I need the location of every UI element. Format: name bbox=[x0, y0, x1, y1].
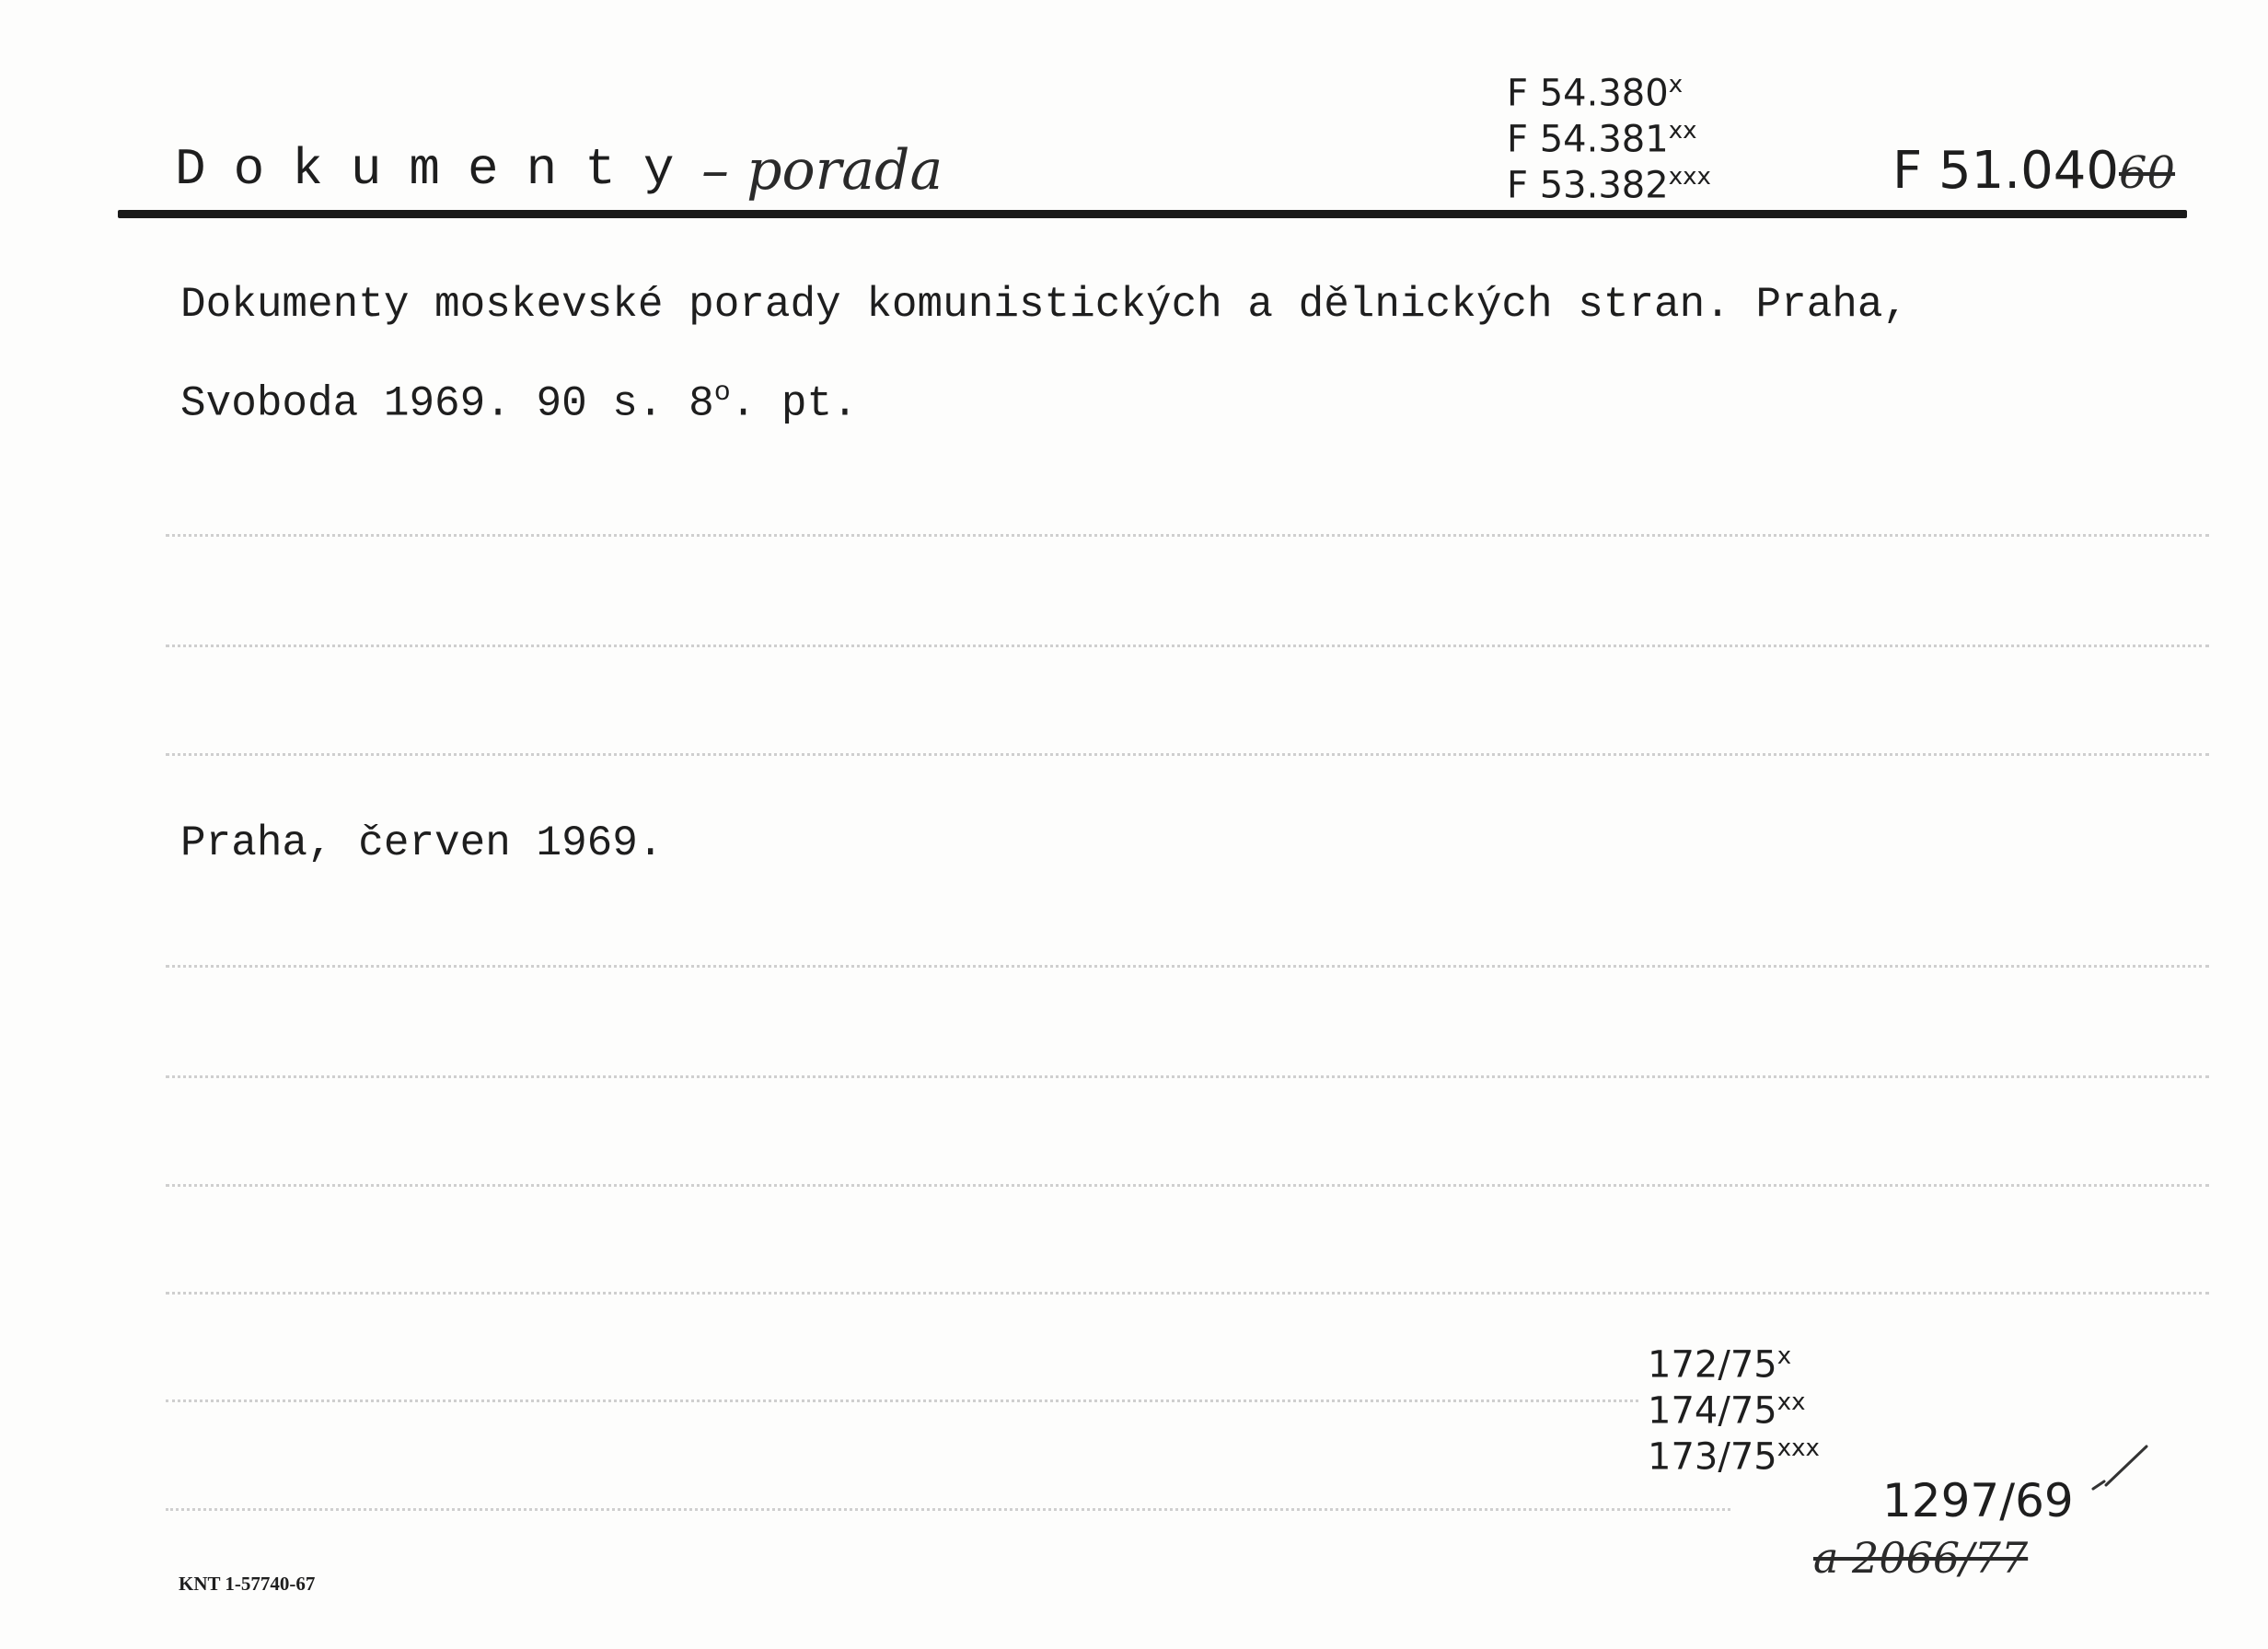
dotted-line bbox=[166, 645, 2209, 647]
dotted-line bbox=[166, 1508, 1730, 1511]
shelf-number-struck: 60 bbox=[2118, 147, 2176, 199]
shelf-number bbox=[1892, 141, 2175, 201]
accession-3 bbox=[1648, 1425, 1820, 1480]
accession-1-mark: x bbox=[1776, 1342, 1792, 1370]
signature-2-text: F 54.381 bbox=[1507, 118, 1669, 161]
dotted-line bbox=[166, 1399, 1638, 1402]
accession-3-text: 173/75 bbox=[1648, 1435, 1777, 1479]
dotted-line bbox=[166, 1075, 2209, 1078]
accession-1-text: 172/75 bbox=[1648, 1343, 1777, 1387]
signature-3-text: F 53.382 bbox=[1507, 164, 1669, 207]
check-mark-icon bbox=[2089, 1441, 2154, 1496]
accession-struck: a 2066/77 bbox=[1813, 1533, 2029, 1583]
dotted-line bbox=[166, 1184, 2209, 1187]
signature-2-mark: xx bbox=[1668, 117, 1697, 145]
accession-main: 1297/69 bbox=[1882, 1474, 2074, 1527]
card-heading: Dokumenty bbox=[175, 140, 702, 199]
accession-2-text: 174/75 bbox=[1648, 1389, 1777, 1433]
signature-1-mark: x bbox=[1668, 71, 1684, 99]
signature-1 bbox=[1507, 63, 1683, 115]
entry-line-2-sup: o bbox=[713, 377, 731, 409]
card-footer: KNT 1-57740-67 bbox=[179, 1573, 316, 1595]
signature-3 bbox=[1507, 155, 1711, 207]
signature-1-text: F 54.380 bbox=[1507, 72, 1669, 115]
dotted-line bbox=[166, 1292, 2209, 1295]
accession-2-mark: xx bbox=[1776, 1388, 1806, 1416]
dotted-line bbox=[166, 753, 2209, 756]
entry-line-2-a: Svoboda 1969. 90 s. 8 bbox=[180, 379, 714, 428]
entry-line-2-b: . pt. bbox=[730, 379, 858, 428]
entry-line-1: Dokumenty moskevské porady komunistických a dělnických stran. Praha, bbox=[180, 281, 1909, 329]
entry-line-2 bbox=[180, 377, 858, 427]
dotted-line bbox=[166, 534, 2209, 537]
signature-2 bbox=[1507, 109, 1696, 161]
place-date: Praha, červen 1969. bbox=[180, 819, 664, 867]
heading-rule bbox=[118, 210, 2187, 218]
shelf-number-text: F 51.040 bbox=[1892, 141, 2119, 201]
signature-3-mark: xxx bbox=[1668, 163, 1711, 191]
accession-3-mark: xxx bbox=[1776, 1434, 1820, 1462]
handwritten-note: – porada bbox=[701, 138, 943, 203]
dotted-line bbox=[166, 965, 2209, 968]
